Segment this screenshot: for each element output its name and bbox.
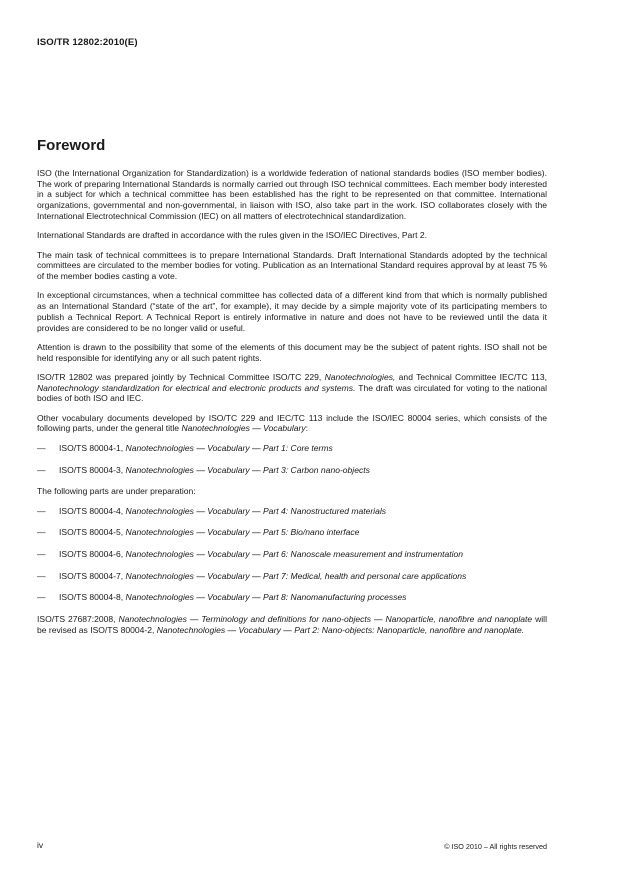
list-item	[37, 465, 514, 476]
paragraph-main-task: The main task of technical committees is to prepare International Standards. Draft International Standards adopted by the technical committees are circulated to the member bodies for voting. Publication as an International Standard requires approval by at least 75 % of the member bodies casting a vote.	[37, 249, 547, 281]
part-reference: ISO/TS 80004-8,	[59, 592, 126, 603]
part-reference: ISO/TS 80004-7,	[59, 570, 126, 581]
text: and Technical Committee IEC/TC 113,	[395, 371, 547, 382]
list-item	[37, 506, 514, 517]
part-title: Nanotechnologies — Vocabulary — Part 1: Core terms	[125, 442, 333, 453]
dash-bullet: —	[37, 527, 46, 538]
document-id: ISO/TR 12802:2010(E)	[37, 37, 138, 48]
paragraph-vocabulary-series	[37, 413, 547, 434]
text: Other vocabulary documents developed by ISO/TC 229 and IEC/TC 113 include the ISO/IEC 80004 series, which consists of the following parts, under the general title	[37, 412, 547, 434]
page-number: iv	[37, 840, 44, 850]
page-title: Foreword	[37, 137, 106, 154]
part-title: Nanotechnologies — Vocabulary — Part 4: Nanostructured materials	[125, 505, 387, 516]
series-title: Nanotechnologies — Vocabulary	[181, 423, 306, 434]
list-item	[37, 592, 514, 603]
document-title: Nanotechnologies — Terminology and definitions for nano-objects — Nanoparticle, nanofibre and nanoplate	[118, 614, 533, 625]
committee-title: Nanotechnology standardization for electrical and electronic products and systems.	[37, 382, 356, 393]
list-item	[37, 443, 514, 454]
foreword-body	[37, 168, 547, 644]
dash-bullet: —	[37, 592, 46, 603]
paragraph-technical-report: In exceptional circumstances, when a technical committee has collected data of a different kind from that which is normally published as an International Standard (“state of the art”, for example), it may decide by a simple majority vote of its participating members to publish a Technical Report. A Technical Report is entirely informative in nature and does not have to be reviewed until the data it provides are considered to be no longer valid or useful.	[37, 290, 547, 333]
text: :	[305, 423, 308, 434]
paragraph-under-preparation: The following parts are under preparation:	[37, 486, 196, 497]
paragraph-directives: International Standards are drafted in accordance with the rules given in the ISO/IEC Directives, Part 2.	[37, 230, 428, 241]
part-title: Nanotechnologies — Vocabulary — Part 5: Bio/nano interface	[125, 527, 360, 538]
dash-bullet: —	[37, 442, 46, 453]
part-title: Nanotechnologies — Vocabulary — Part 3: Carbon nano-objects	[125, 464, 370, 475]
part-title: Nanotechnologies — Vocabulary — Part 6: Nanoscale measurement and instrumentation	[125, 549, 463, 560]
paragraph-revision-note	[37, 614, 547, 635]
copyright-notice: © ISO 2010 – All rights reserved	[444, 842, 547, 851]
dash-bullet: —	[37, 464, 46, 475]
part-title: Nanotechnologies — Vocabulary — Part 8: Nanomanufacturing processes	[125, 592, 407, 603]
paragraph-iso-intro: ISO (the International Organization for Standardization) is a worldwide federation of national standards bodies (ISO member bodies). The work of preparing International Standards is normally carried out through ISO technical committees. Each member body interested in a subject for which a technical committee has been established has the right to be represented on that committee. International organizations, governmental and non-governmental, in liaison with ISO, also take part in the work. ISO collaborates closely with the International Electrotechnical Commission (IEC) on all matters of electrotechnical standardization.	[37, 168, 547, 221]
part-reference: ISO/TS 80004-6,	[59, 549, 126, 560]
part-reference: ISO/TS 80004-5,	[59, 527, 126, 538]
part-reference: ISO/TS 80004-1,	[59, 442, 126, 453]
paragraph-prepared-by	[37, 372, 547, 404]
dash-bullet: —	[37, 570, 46, 581]
text: ISO/TR 12802 was prepared jointly by Technical Committee ISO/TC 229,	[37, 371, 325, 382]
document-title: Nanotechnologies — Vocabulary — Part 2: Nano-objects: Nanoparticle, nanofibre and nanoplate.	[156, 624, 525, 635]
text: The draft was circulated for voting to the national bodies of both ISO and IEC.	[37, 382, 547, 404]
text: will be revised as ISO/TS 80004-2,	[37, 614, 547, 635]
text: ISO/TS 27687:2008,	[37, 614, 119, 625]
part-reference: ISO/TS 80004-4,	[59, 505, 126, 516]
committee-title: Nanotechnologies,	[324, 371, 396, 382]
dash-bullet: —	[37, 549, 46, 560]
list-item	[37, 527, 514, 538]
dash-bullet: —	[37, 505, 46, 516]
list-item	[37, 571, 514, 582]
list-item	[37, 549, 514, 560]
part-reference: ISO/TS 80004-3,	[59, 464, 126, 475]
part-title: Nanotechnologies — Vocabulary — Part 7: Medical, health and personal care applications	[125, 570, 467, 581]
paragraph-patent-rights: Attention is drawn to the possibility that some of the elements of this document may be the subject of patent rights. ISO shall not be held responsible for identifying any or all such patent rights.	[37, 341, 547, 363]
